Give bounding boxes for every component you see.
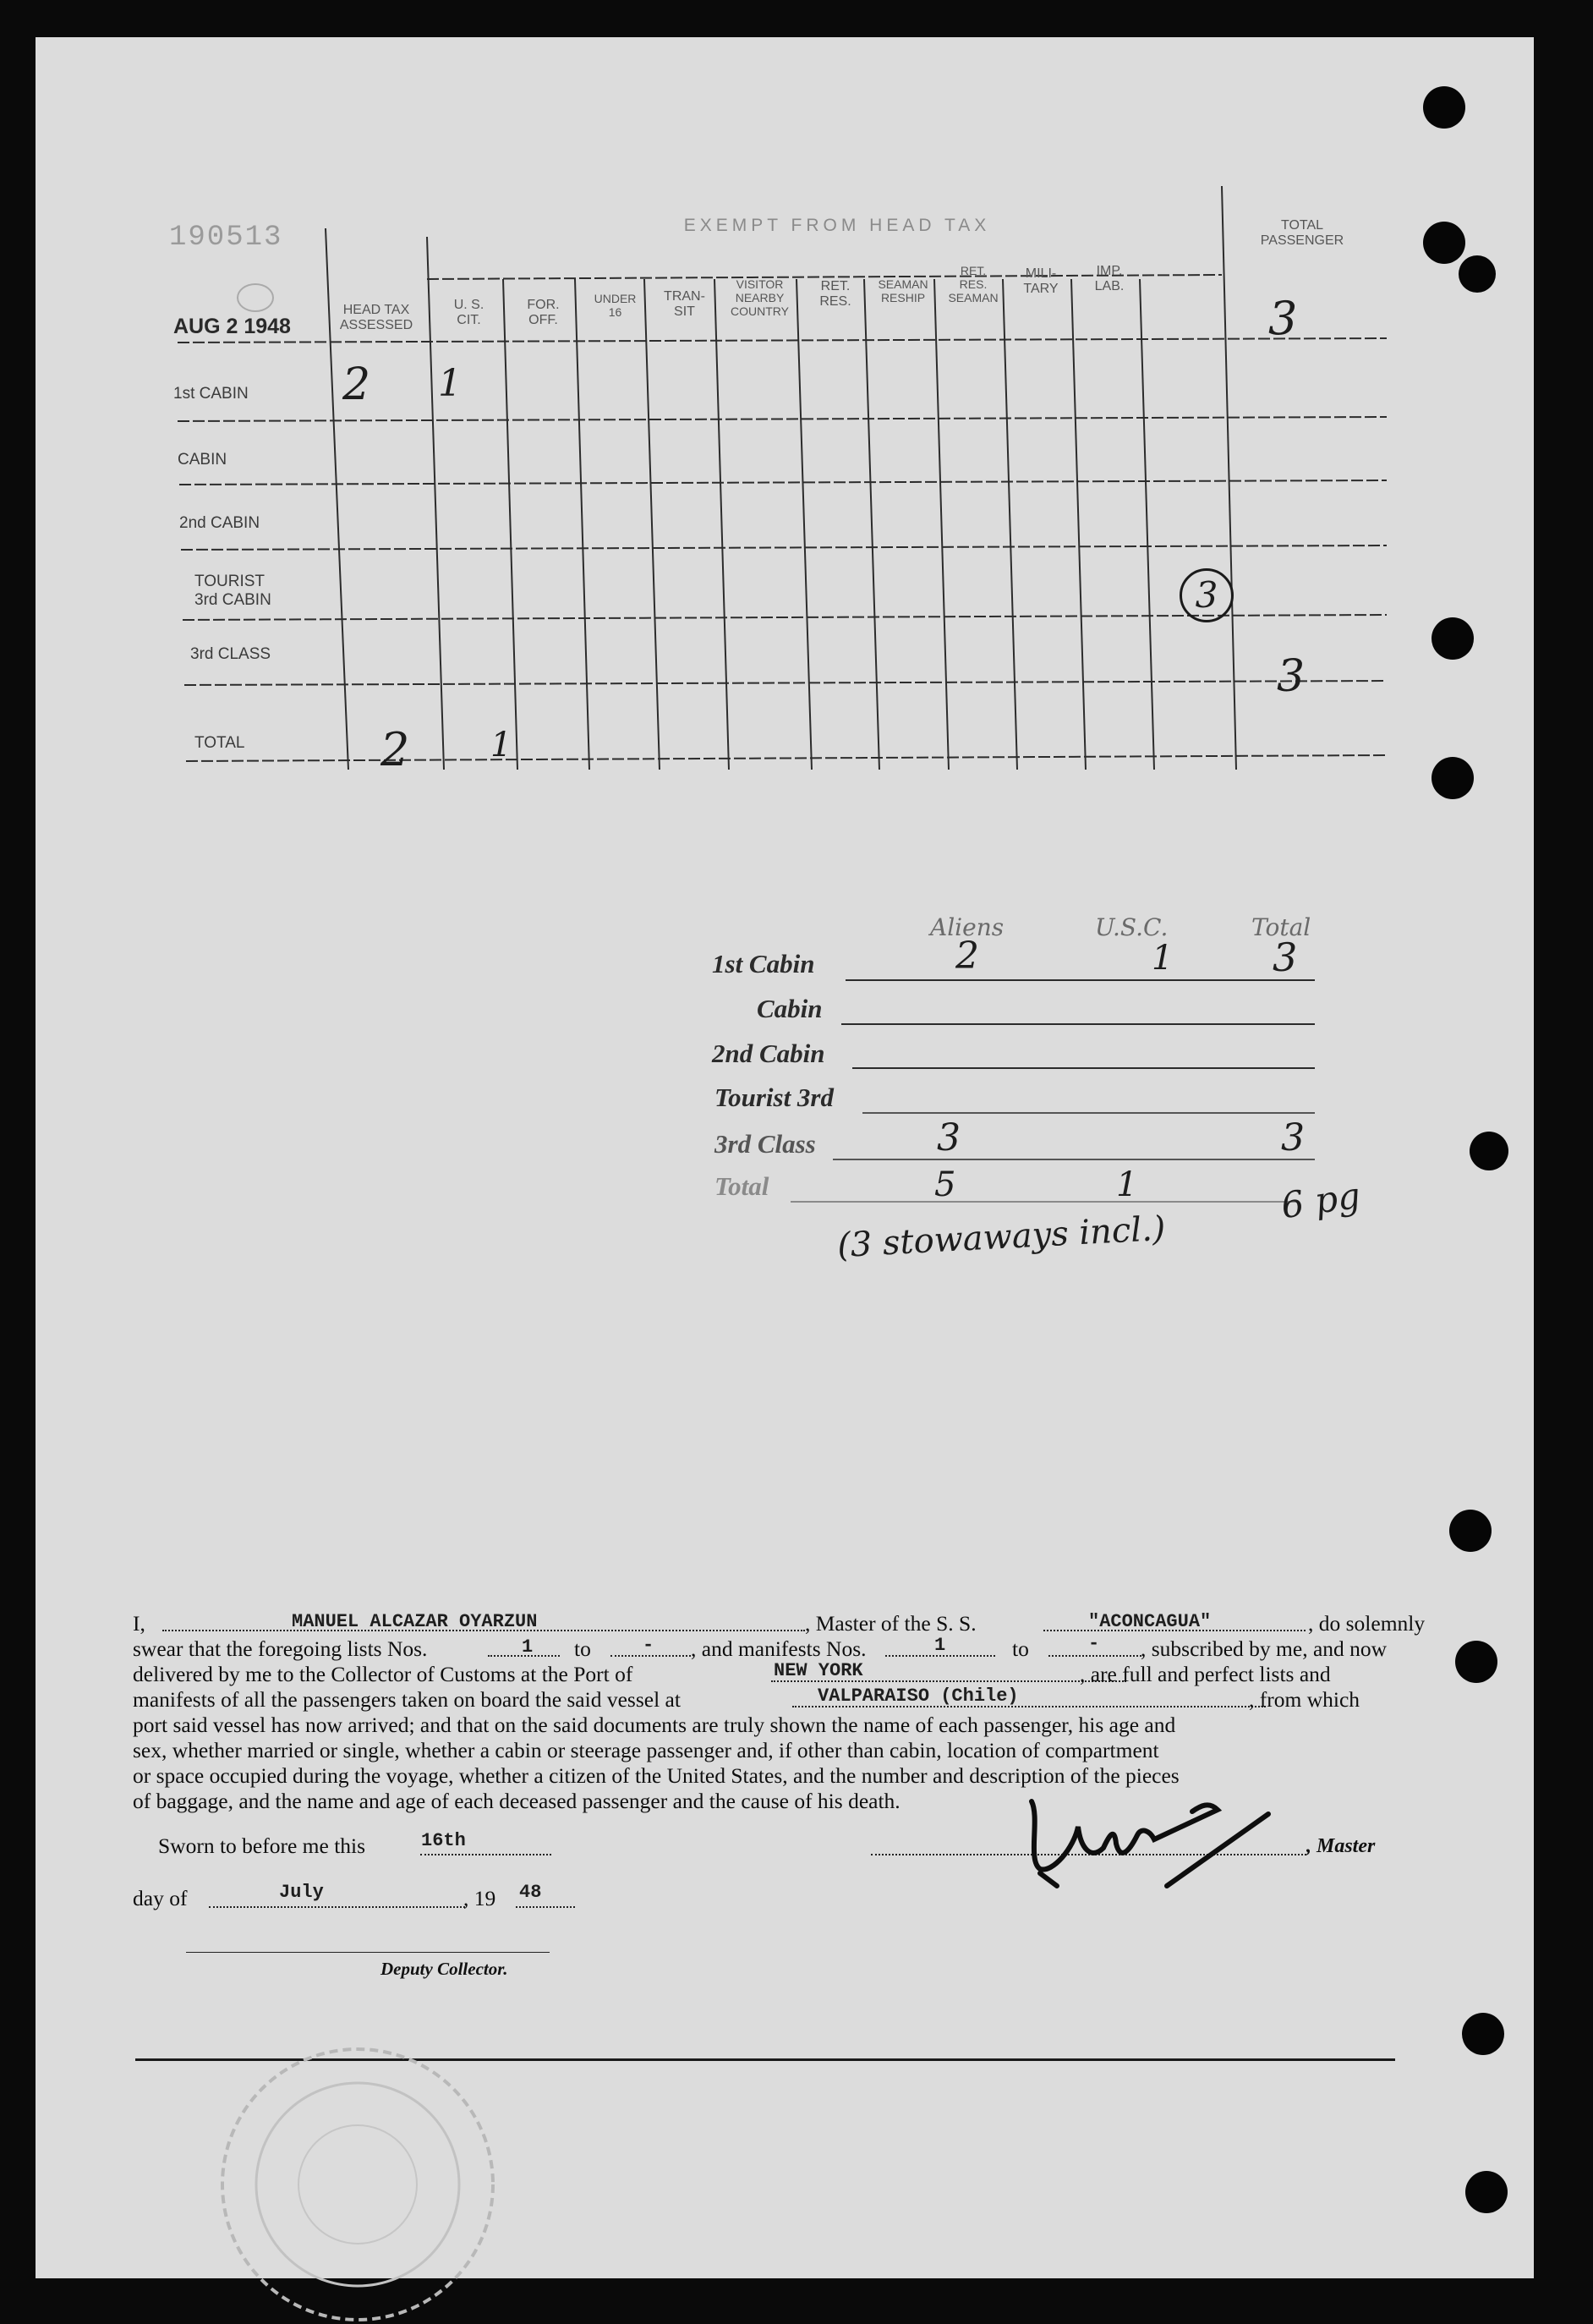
cell-total-3rd-class: 3 [1277,651,1306,702]
col-header-seaman: SEAMAN RESHIP [878,277,928,304]
punch-hole [1455,1641,1497,1683]
summary-note: (3 stowaways incl.) [836,1209,1167,1266]
fill-line [209,1906,465,1908]
sworn-text: Sworn to before me this [158,1833,366,1858]
oath-text: swear that the foregoing lists Nos. [133,1636,428,1661]
oath-text: , are full and perfect lists and [1080,1662,1331,1686]
col-header-ret-res: RET. RES. [819,279,851,309]
port-name: NEW YORK [774,1660,863,1681]
summary-1st-aliens: 2 [955,935,979,978]
cell-circled-tourist: 3 [1180,568,1234,622]
col-header-transit: TRAN- SIT [664,289,705,319]
oath-text: or space occupied during the voyage, whether a citizen of the United States, and the number and description of the pieces [133,1763,1180,1788]
cell-head-tax-1st-cabin: 2 [342,359,371,410]
summary-line [833,1159,1315,1160]
head-tax-table-grid [0,0,1593,812]
col-header-visitor: VISITOR NEARBY COUNTRY [731,277,789,318]
manifests-to: - [1088,1633,1100,1654]
oath-text: , from which [1249,1687,1360,1712]
stamp-date: AUG 2 1948 [173,315,291,338]
summary-label-tourist-3rd: Tourist 3rd [714,1083,834,1112]
oath-text: manifests of all the passengers taken on board the said vessel at [133,1687,681,1712]
customs-seal-icon [218,2045,497,2324]
cell-total-top: 3 [1268,292,1298,345]
summary-label-total: Total [714,1171,769,1201]
summary-1st-usc: 1 [1152,939,1174,978]
summary-header-aliens: Aliens [930,913,1005,941]
col-header-imp-lab: IMP. LAB. [1094,264,1125,293]
col-header-for-off: FOR. OFF. [527,298,560,327]
col-header-military: MILI- TARY [1023,266,1059,296]
master-name: MANUEL ALCAZAR OYARZUN [292,1611,538,1632]
summary-header-usc: U.S.C. [1095,913,1169,941]
origin-port: VALPARAISO (Chile) [818,1685,1019,1707]
fill-line [516,1906,575,1908]
summary-label-cabin: Cabin [757,994,823,1023]
ship-name: "ACONCAGUA" [1088,1611,1212,1632]
fill-line [420,1854,551,1855]
cell-us-cit-1st-cabin: 1 [438,362,462,405]
sworn-day: 16th [421,1830,466,1851]
oath-text: port said vessel has now arrived; and that on the said documents are truly shown the name of each passenger, his age and [133,1713,1176,1737]
oath-text: sex, whether married or single, whether a cabin or steerage passenger and, if other than cabin, location of compartment [133,1738,1159,1762]
summary-header-total: Total [1251,913,1311,941]
master-signature [1015,1768,1302,1894]
lists-to: - [643,1635,654,1656]
manifests-from: 1 [934,1635,946,1656]
oath-text: I, [133,1611,145,1636]
row-label-1st-cabin: 1st CABIN [173,385,249,403]
cell-us-cit-total: 1 [490,726,512,765]
summary-total-total: 6 pg [1278,1174,1363,1227]
summary-line [846,979,1315,981]
oath-text: delivered by me to the Collector of Customs at the Port of [133,1662,633,1686]
punch-hole [1462,2013,1504,2055]
punch-hole [1470,1132,1508,1170]
punch-hole [1465,2171,1508,2213]
oath-text: , do solemnly [1308,1611,1426,1636]
day-of-label: day of [133,1886,188,1910]
oath-text: to [574,1636,591,1661]
col-header-under-16: UNDER 16 [594,292,637,319]
row-label-3rd-class: 3rd CLASS [190,645,271,663]
sworn-month: July [279,1882,324,1903]
summary-3rd-total: 3 [1281,1116,1305,1159]
summary-total-aliens: 5 [934,1165,956,1204]
master-label: , Master [1306,1835,1376,1857]
summary-line [862,1112,1315,1114]
row-label-total: TOTAL [194,734,245,752]
table-title: EXEMPT FROM HEAD TAX [683,216,991,235]
row-label-tourist: TOURIST 3rd CABIN [194,573,271,609]
oath-text: of baggage, and the name and age of each deceased passenger and the cause of his death. [133,1789,901,1813]
summary-line [852,1067,1315,1069]
oath-text: to [1012,1636,1029,1661]
summary-label-2nd-cabin: 2nd Cabin [712,1039,825,1068]
summary-1st-total: 3 [1273,935,1298,980]
row-label-cabin: CABIN [178,451,227,469]
year-prefix: , 19 [463,1886,496,1910]
lists-from: 1 [522,1636,534,1658]
col-header-us-cit: U. S. CIT. [453,298,484,327]
deputy-collector-label: Deputy Collector. [380,1959,508,1979]
col-header-ret-res-seaman: RET. RES. SEAMAN [948,264,999,304]
oath-text: , and manifests Nos. [691,1636,867,1661]
oath-text: , subscribed by me, and now [1141,1636,1388,1661]
summary-3rd-aliens: 3 [937,1116,961,1159]
sworn-year: 48 [519,1882,542,1903]
col-header-total-passenger: TOTAL PASSENGER [1260,218,1344,248]
summary-total-usc: 1 [1116,1165,1138,1204]
cell-head-tax-total: 2 [380,723,410,776]
row-label-2nd-cabin: 2nd CABIN [179,514,260,532]
col-header-head-tax: HEAD TAX ASSESSED [339,303,413,332]
summary-line [841,1023,1315,1025]
summary-line [791,1201,1298,1203]
summary-label-3rd-class: 3rd Class [714,1129,816,1159]
punch-hole [1449,1510,1492,1552]
stamp-number: 190513 [169,222,283,254]
summary-label-1st-cabin: 1st Cabin [712,949,815,978]
deputy-signature-line [186,1952,550,1953]
oath-text: , Master of the S. S. [805,1611,977,1636]
